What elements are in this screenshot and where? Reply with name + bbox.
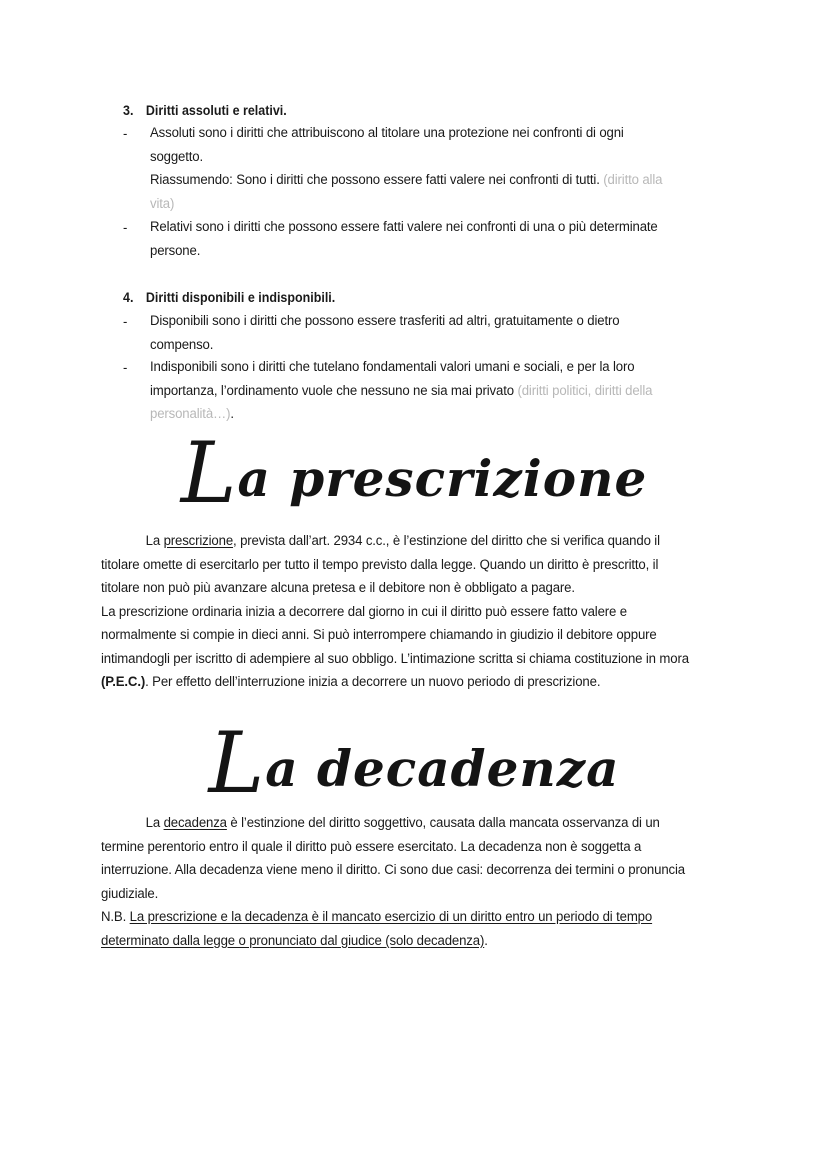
bullet-line: persone. [150, 242, 201, 259]
bullet-dash: - [123, 125, 128, 141]
heading-prescrizione [0, 418, 828, 522]
bullet-relativi [150, 216, 708, 263]
bullet-disponibili [150, 310, 708, 357]
note-text: vita) [150, 195, 175, 212]
section-number: 4. [123, 290, 134, 306]
paragraph-line: interruzione. Alla decadenza viene meno il diritto. Ci sono due casi: decorrenza dei termini o pronuncia [101, 862, 685, 878]
bullet-line: compenso. [150, 336, 214, 353]
paragraph-line: La prescrizione, prevista dall’art. 2934 c.c., è l’estinzione del diritto che si verifica quando il [145, 533, 660, 549]
bullet-line: Assoluti sono i diritti che attribuiscono al titolare una protezione nei confronti di ogni [150, 125, 624, 141]
title-initial: L [180, 424, 238, 522]
paragraph-decadenza [101, 812, 719, 953]
term-decadenza: decadenza [163, 815, 227, 831]
paragraph-line: (P.E.C.). Per effetto dell’interruzione inizia a decorrere un nuovo periodo di prescrizione. [101, 674, 601, 690]
section-number: 3. [123, 103, 134, 119]
paragraph-line: intimandogli per iscritto di adempiere al suo obbligo. L’intimazione scritta si chiama costituzione in mora [101, 650, 689, 667]
section-3-heading [123, 101, 287, 121]
bullet-indisponibili [150, 356, 708, 427]
section-title: Diritti disponibili e indisponibili. [145, 290, 336, 306]
paragraph-line: titolare omette di esercitarlo per tutto il tempo previsto dalla legge. Quando un diritto è prescritto, il [101, 556, 659, 573]
bullet-line: importanza, l’ordinamento vuole che nessuno ne sia mai privato (diritti politici, diritti della [150, 382, 653, 399]
note-text: (diritto alla [603, 172, 663, 188]
nb-label: N.B. [101, 909, 130, 925]
bullet-line: personalità…). [150, 406, 234, 422]
bullet-line: Relativi sono i diritti che possono essere fatti valere nei confronti di una o più determinate [150, 219, 658, 235]
heading-decadenza [0, 708, 828, 812]
bullet-line: Disponibili sono i diritti che possono essere trasferiti ad altri, gratuitamente o dietro [150, 313, 620, 329]
nota-bene-line: N.B. La prescrizione e la decadenza è il mancato esercizio di un diritto entro un periodo di tempo [101, 909, 653, 925]
note-text: (diritti politici, diritti della [517, 382, 653, 399]
paragraph-line: giudiziale. [101, 885, 159, 902]
pec-abbreviation: (P.E.C.) [101, 674, 146, 690]
bullet-dash: - [123, 219, 128, 235]
nota-bene-line: determinato dalla legge o pronunciato dal giudice (solo decadenza). [101, 932, 488, 949]
title-text: a decadenza [265, 739, 620, 798]
bullet-dash: - [123, 359, 128, 375]
paragraph-line: La prescrizione ordinaria inizia a decorrere dal giorno in cui il diritto può essere fatto valere e [101, 603, 627, 620]
bullet-assoluti [150, 122, 708, 216]
title-initial: L [208, 714, 266, 812]
bullet-dash: - [123, 313, 128, 329]
section-4-heading [123, 288, 335, 308]
note-text: personalità…) [150, 406, 231, 422]
paragraph-prescrizione [101, 530, 719, 695]
bullet-line: Indisponibili sono i diritti che tutelano fondamentali valori umani e sociali, e per la loro [150, 359, 635, 375]
bullet-line: Riassumendo: Sono i diritti che possono essere fatti valere nei confronti di tutti. (diritto alla [150, 172, 663, 188]
paragraph-line: normalmente si compie in dieci anni. Si può interrompere chiamando in giudizio il debitore oppure [101, 627, 657, 643]
paragraph-line: titolare non può più avanzare alcuna pretesa e il debitore non è obbligato a pagare. [101, 580, 575, 596]
section-title: Diritti assoluti e relativi. [145, 103, 287, 119]
paragraph-line: termine perentorio entro il quale il diritto può essere esercitato. La decadenza non è soggetta a [101, 838, 642, 855]
title-text: a prescrizione [237, 449, 648, 508]
bullet-line: soggetto. [150, 148, 204, 165]
paragraph-line: La decadenza è l’estinzione del diritto soggettivo, causata dalla mancata osservanza di un [145, 815, 660, 831]
term-prescrizione: prescrizione [163, 533, 234, 549]
